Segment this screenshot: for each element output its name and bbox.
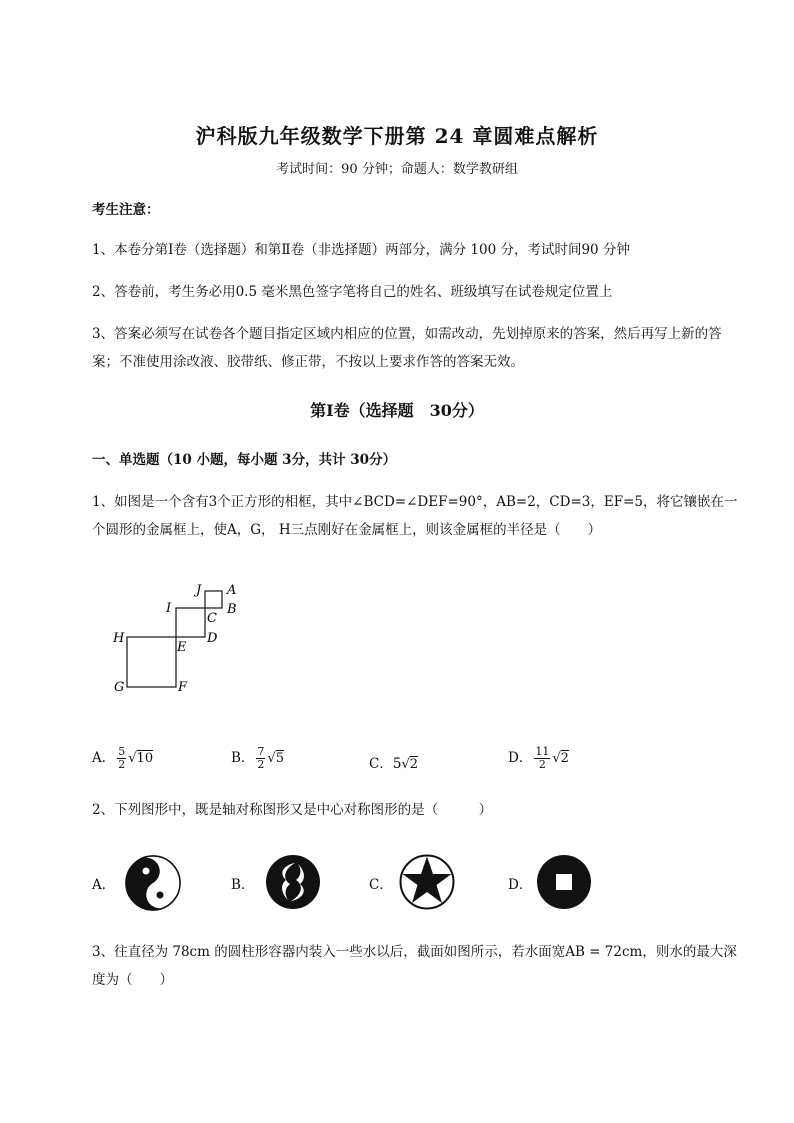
fraction-numerator: 11 (535, 745, 550, 758)
radicand: 5 (275, 751, 284, 766)
notice-item-3: 3、答案必须写在试卷各个题目指定区域内相应的位置，如需改动，先划掉原来的答案，然后再写上新的答案；不准使用涂改液、胶带纸、修正带，不按以上要求作答的答案无效。 (92, 326, 722, 370)
option-letter: C． (369, 756, 393, 772)
fraction-denominator: 2 (538, 758, 546, 771)
notice-item-2: 2、答卷前，考生务必用0.5 毫米黑色签字笔将自己的姓名、班级填写在试卷规定位置上 (92, 284, 613, 300)
q1-option-c[interactable] (369, 752, 418, 772)
option-letter: D． (508, 750, 533, 766)
q2-option-b-label[interactable]: B． (231, 877, 255, 893)
sqrt: √2 (401, 757, 419, 772)
label-i: I (166, 601, 172, 616)
radicand: 2 (409, 757, 419, 772)
small-square (205, 591, 222, 608)
option-letter: B． (231, 750, 255, 766)
exam-info: 考试时间：90 分钟；命题人：数学教研组 (276, 162, 518, 177)
question-1-text: 1、如图是一个含有3个正方形的相框，其中∠BCD=∠DEF=90°，AB=2，CD=3，EF=5，将它镶嵌在一个圆形的金属框上，使A，G， H三点刚好在金属框上，则该金属框的半径是（ ） (92, 494, 738, 538)
sqrt: √2 (552, 751, 569, 766)
label-g: G (114, 680, 125, 695)
radicand: 2 (560, 751, 569, 766)
q1-option-b[interactable] (231, 746, 284, 771)
coin-square-hole-icon (535, 853, 593, 911)
large-square (127, 637, 176, 687)
fraction-numerator: 5 (118, 745, 126, 758)
label-b: B (227, 602, 237, 617)
fraction-numerator: 7 (257, 745, 265, 758)
star-in-circle-icon (398, 853, 456, 911)
part-heading: 一、单选题（10 小题，每小题 3分，共计 30分） (92, 452, 397, 468)
medium-square (176, 608, 205, 637)
question-2-text: 2、下列图形中，既是轴对称图形又是中心对称图形的是（ ） (92, 802, 493, 818)
label-e: E (177, 640, 187, 655)
label-h: H (113, 631, 125, 646)
q2-option-a-label[interactable]: A． (92, 877, 116, 893)
fraction-denominator: 2 (118, 758, 126, 771)
notice-item-1: 1、本卷分第Ⅰ卷（选择题）和第Ⅱ卷（非选择题）两部分，满分 100 分，考试时间90 分钟 (92, 242, 630, 258)
sqrt: √5 (267, 751, 284, 766)
q2-option-d-label[interactable]: D． (508, 877, 533, 893)
swirl-emblem-icon (264, 853, 322, 911)
fraction (256, 746, 265, 771)
fraction-denominator: 2 (257, 758, 265, 771)
q1-figure (105, 578, 245, 698)
radicand: 10 (136, 751, 154, 766)
coefficient: 5 (392, 756, 402, 772)
page-title: 沪科版九年级数学下册第 24 章圆难点解析 (195, 124, 599, 148)
sqrt: √10 (128, 751, 154, 766)
q1-option-d[interactable] (508, 746, 569, 771)
q2-option-c-label[interactable]: C． (369, 877, 393, 893)
label-j: J (196, 583, 202, 598)
q1-option-a[interactable] (92, 746, 153, 771)
section-title: 第Ⅰ卷（选择题 30分） (310, 401, 484, 420)
label-c: C (207, 611, 217, 626)
option-letter: A． (92, 750, 116, 766)
fraction (117, 746, 126, 771)
notice-heading: 考生注意： (92, 202, 160, 218)
question-3-text: 3、往直径为 78cm 的圆柱形容器内装入一些水以后，截面如图所示，若水面宽AB = 72cm，则水的最大深度为（ ） (92, 944, 737, 988)
label-d: D (207, 631, 218, 646)
label-a: A (227, 583, 237, 598)
yin-yang-icon (124, 854, 182, 912)
fraction (534, 746, 550, 771)
label-f: F (178, 680, 188, 695)
